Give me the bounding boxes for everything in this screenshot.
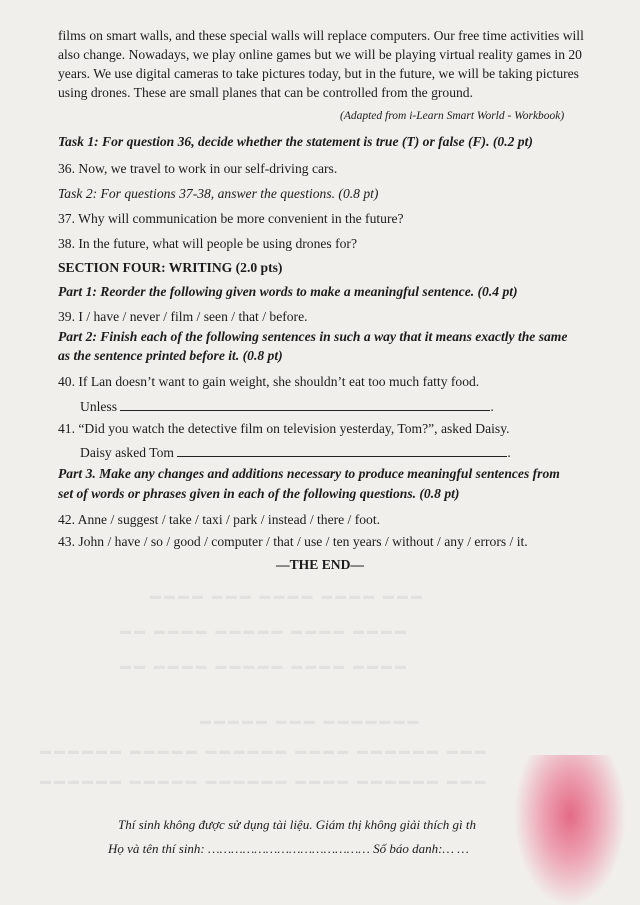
task2-instruction: Task 2: For questions 37-38, answer the questions. (0.8 pt) bbox=[58, 186, 379, 201]
part3-instruction-line-1: Part 3. Make any changes and additions necessary to produce meaningful sentences from bbox=[58, 466, 560, 481]
part2-instruction-line-2: as the sentence printed before it. (0.8 pt) bbox=[58, 348, 283, 363]
question-39: 39. I / have / never / film / seen / that / before. bbox=[58, 309, 308, 324]
question-36: 36. Now, we travel to work in our self-driving cars. bbox=[58, 161, 338, 176]
the-end: —THE END— bbox=[276, 557, 364, 572]
passage-line-3: years. We use digital cameras to take pictures today, but in the future, we will be taking pictures bbox=[58, 66, 579, 81]
passage-source: (Adapted from i-Learn Smart World - Workbook) bbox=[340, 110, 565, 122]
question-41: 41. “Did you watch the detective film on television yesterday, Tom?”, asked Daisy. bbox=[58, 421, 510, 436]
question-40-prompt: Unless bbox=[80, 399, 118, 414]
passage-line-2: also change. Nowadays, we play online games but we will be playing virtual reality games in 20 bbox=[58, 47, 582, 62]
passage-line-4: using drones. These are small planes that can be controlled from the ground. bbox=[58, 85, 473, 100]
question-37: 37. Why will communication be more convenient in the future? bbox=[58, 211, 404, 226]
question-40-answer: Unless . bbox=[80, 399, 494, 414]
blurred-redaction bbox=[515, 755, 625, 905]
task1-instruction: Task 1: For question 36, decide whether the statement is true (T) or false (F). (0.2 pt) bbox=[58, 134, 533, 149]
question-41-answer-blank[interactable] bbox=[177, 444, 507, 457]
part3-instruction-line-2: set of words or phrases given in each of the following questions. (0.8 pt) bbox=[58, 486, 460, 501]
question-40-answer-blank[interactable] bbox=[120, 398, 490, 411]
question-43: 43. John / have / so / good / computer / that / use / ten years / without / any / errors / it. bbox=[58, 534, 528, 549]
passage-line-1: films on smart walls, and these special walls will replace computers. Our free time activities will bbox=[58, 28, 584, 43]
footer-note: Thí sinh không được sử dụng tài liệu. Giám thị không giải thích gì th bbox=[118, 817, 477, 832]
part2-instruction-line-1: Part 2: Finish each of the following sentences in such a way that it means exactly the same bbox=[58, 329, 568, 344]
question-40: 40. If Lan doesn’t want to gain weight, she shouldn’t eat too much fatty food. bbox=[58, 374, 480, 389]
question-42: 42. Anne / suggest / take / taxi / park / instead / there / foot. bbox=[58, 512, 381, 527]
question-38: 38. In the future, what will people be using drones for? bbox=[58, 236, 357, 251]
question-41-prompt: Daisy asked Tom bbox=[80, 445, 174, 460]
candidate-info-line: Họ và tên thí sinh: …………………………………… Số báo danh:… … bbox=[108, 841, 469, 856]
part1-instruction: Part 1: Reorder the following given words to make a meaningful sentence. (0.4 pt) bbox=[58, 284, 518, 299]
exam-page: ▬▬▬▬ ▬▬▬ ▬▬▬▬ ▬▬▬▬ ▬▬▬ ▬▬ ▬▬▬▬ ▬▬▬▬▬ ▬▬▬▬ ▬▬▬▬ ▬▬ ▬▬▬▬ ▬▬▬▬▬ ▬▬▬▬ ▬▬▬▬ ▬▬▬▬▬ ▬▬▬ ▬▬▬▬▬▬▬ ▬▬▬▬▬▬ ▬▬▬▬▬ ▬▬▬▬▬▬ ▬▬▬▬ ▬▬▬▬▬▬ ▬▬▬ ▬▬▬▬▬▬ ▬▬▬▬▬ ▬▬▬▬▬▬ ▬▬▬▬ ▬▬▬▬▬▬ ▬▬▬ films on smart walls, and these special walls will replace computers. Our free time activities will also change. Nowadays, we play online games but we will be playing virtual reality games in 20 years. We use digital cameras to take pictures today, but in the future, we will be taking pictures using drones. These are small planes that can be controlled from the ground. (Adapted from i-Learn Smart World - Workbook) Task 1: For question 36, decide whether the statement is true (T) or false (F). (0.2 pt) 36. Now, we travel to work in our self-driving cars. Task 2: For questions 37-38, answer the questions. (0.8 pt) 37. Why will communication be more convenient in the future? 38. In the future, what will people be using drones for? SECTION FOUR: WRITING (2.0 pts) Part 1: Reorder the following given words to make a meaningful sentence. (0.4 pt) 39. I / have / never / film / seen / that / before. Part 2: Finish each of the following sentences in such a way that it means exactly the same as the sentence printed before it. (0.8 pt) 40. If Lan doesn’t want to gain weight, she shouldn’t eat too much fatty food. Unless . 41. “Did you watch the detective film on television yesterday, Tom?”, asked Daisy. Daisy asked Tom . Part 3. Make any changes and additions necessary to produce meaningful sentences from set of words or phrases given in each of the following questions. (0.8 pt) 42. Anne / suggest / take / taxi / park / instead / there / foot. 43. John / have / so / good / computer / that / use / ten years / without / any / errors / it. —THE END— Thí sinh không được sử dụng tài liệu. Giám thị không giải thích gì th Họ và tên thí sinh: …………………………………… Số báo danh:… … bbox=[0, 0, 640, 905]
section-four-title: SECTION FOUR: WRITING (2.0 pts) bbox=[58, 260, 283, 275]
question-41-answer: Daisy asked Tom . bbox=[80, 445, 511, 460]
